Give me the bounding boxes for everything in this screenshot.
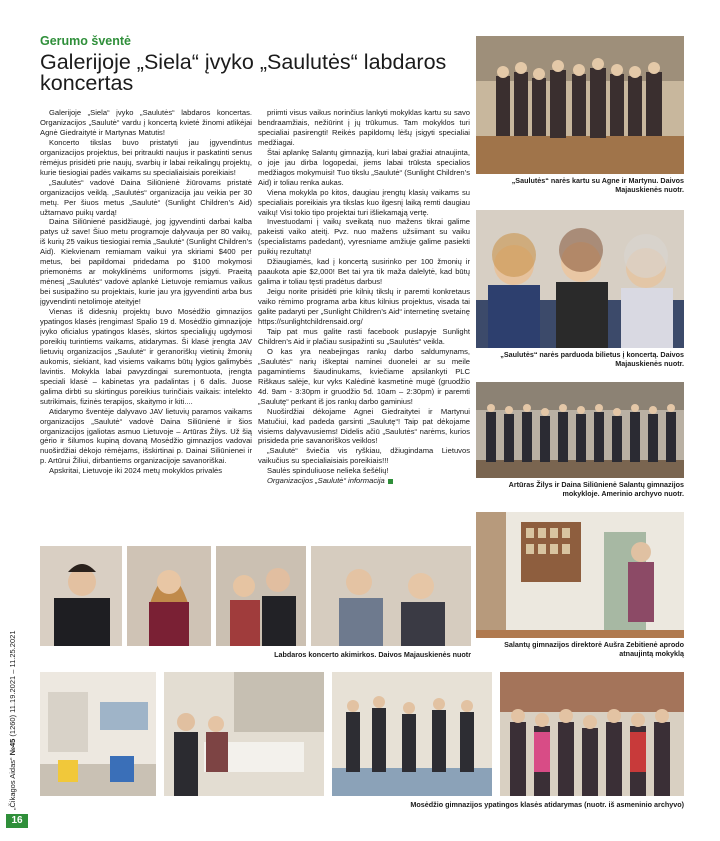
article-column-2 — [258, 108, 470, 486]
caption-tickets-photo: „Saulutės“ narės parduoda bilietus į koncertą. Daivos Majauskienės nuotr. — [500, 350, 684, 368]
caption-director-photo: Salantų gimnazijos direktorė Aušra Zebitienė aprodo atnaujintą mokyklą — [504, 640, 684, 658]
paragraph: Galerijoje „Siela“ įvyko „Saulutės“ labdaros koncertas. Organizacijos „Saulutė“ vardu į koncertą kvietė žinomi atlikėjai Agnė Giedraitytė ir Martynas Matutis! — [40, 108, 252, 137]
paragraph: Investuodami į vaikų sveikatą nuo mažens tikrai galime pakeisti vaiko ateitį. Pvz. nuo mažens užsiimant su vaiku (specialistams padedant), vyresniame amžiuje galime pasiekti puikių rezultatų! — [258, 217, 470, 257]
headline: Galerijoje „Siela“ įvyko „Saulutės“ labdaros koncertas — [40, 50, 447, 95]
paragraph: Džiaugiamės, kad į koncertą susirinko per 100 žmonių ir paaukota apie $2,000! Bet tai yra tik maža dalelytė, kad būtų galima ir toliau tęsti pradėtus darbus! — [258, 257, 470, 287]
paragraph: Saulės spinduliuose nelieka šešėlių! — [267, 466, 389, 476]
issue-number: №45 — [8, 738, 17, 756]
paragraph: Vienas iš didesnių projektų buvo Mosėdžio gimnazijos ypatingos klasės įrengimas! Spalio 19 d. Mosėdžio gimnazijoje įvyko oficialus ypatingos klasės, skirtos specialiųjų ugdymosi poreikių turintiems vaikams, atidarymas. Ši klasė įrengta JAV lietuvių organizacijos „Saulutė“ ir geranoriškų vietinių žmonių aukomis, siekiant, kad visiems vaikams būtų lygios galimybės lavintis. Mokykla labai pavyzdingai suremontuota, įrengta speciali klasė – kabinetas yra padalintas į 6 dalis. Juose galima dirbti su skirtingus poreikius turinčiais vaikais: intelekto sutrikimais, fizinės terapijos, skaitymo ir kiti.... — [40, 307, 252, 406]
paragraph: Jeigu norite prisidėti prie kilnių tikslų ir paremti konkretaus vaiko rėmimo programa arba kitus kilnius projektus, visada tai galite padaryti per „Sunlight Children’s Aid“ internetinę svetainę https://sunlightchildrensaid.org/ — [258, 287, 470, 327]
caption-bottom-strip: Mosėdžio gimnazijos ypatingos klasės atidarymas (nuotr. iš asmeninio archyvo) — [410, 800, 684, 809]
article-column-1 — [40, 108, 252, 476]
paper-name: „Čikagos Aidas“ — [8, 757, 17, 810]
director-photo — [476, 512, 684, 638]
paragraph: Koncerto tikslas buvo pristatyti jau įgyvendintus organizacijos projektus, bei pritraukti naujus ir paskatinti senus rėmėjus prisidėti prie naujų, svarbių ir labai reikalingų projektų, kurie tiesiogiai padės vaikams su specialiaisiais poreikiais! — [40, 137, 252, 177]
classroom-photo-2 — [164, 672, 324, 796]
concert-photo-2 — [127, 546, 211, 646]
concert-photo-4 — [311, 546, 471, 646]
signature: Organizacijos „Saulutė“ informacija — [267, 476, 385, 486]
end-mark-icon — [388, 479, 393, 484]
caption-group-photo: „Saulutės“ narės kartu su Agne ir Martynu. Daivos Majauskienės nuotr. — [511, 176, 684, 194]
paragraph: Atidarymo šventėje dalyvavo JAV lietuvių paramos vaikams organizacijos „Saulutė“ vadovė Daina Siliūnienė ir šios organizacijos įgaliotas asmuo Lietuvoje – Artūras Žilys. Už šią gėrio ir šilumos kupiną dovaną Mosėdžio gimnazijos vadovai nuoširdžiai dėkojo rėmėjams, išskirtinai p. Dainai Siliūnienei ir p. Artūrui Žiliui, dirbantiems organizacijoje savanoriškai. — [40, 406, 252, 466]
tickets-photo — [476, 210, 684, 348]
classroom-photo-4 — [500, 672, 684, 796]
concert-photo-1 — [40, 546, 122, 646]
issue-details: (1260) 11.19.2021 – 11.25.2021 — [8, 630, 17, 737]
paragraph: Daina Siliūnienė pasidžiaugė, jog įgyvendinti darbai kalba patys už save! Šiuo metu programoje dalyvauja per 80 vaikų, iš kurių 25 vaikus tiesiogiai remia „Saulutė“ (Sunlight Children’s Aid). Kiekvienam remiamam vaikui yra skiriami $400 per metus, bei papildomai pridedama po $100 mokymosi priemonėms ar mokyklinėms uniformoms įsigyti. Praeitą mėnesį „Saulutės“ vadovė aplankė Lietuvoje remiamus vaikus bei susipažino su projektais, kurie jau yra įgyvendinti arba bus įgyvendinti netolimoje ateityje! — [40, 217, 252, 307]
caption-salantai-photo: Artūras Žilys ir Daina Siliūnienė Salantų gimnazijos mokykloje. Amerinio archyvo nuotr. — [508, 480, 684, 498]
salantai-photo — [476, 382, 684, 478]
classroom-photo-3 — [332, 672, 492, 796]
paragraph: Taip pat mus galite rasti facebook puslapyje Sunlight Children’s Aid ir plačiau susipažinti su „Saulutės“ veikla. — [258, 326, 470, 346]
paragraph: Štai aplankę Salantų gimnaziją, kuri labai gražiai atnaujinta, o joje jau dirba logopedai, jiems labai trūksta specialios medžiagos mokymuisi! Tuo tikslu „Saulutė“ (Sunlight Children’s Aid) ir toliau renka aukas. — [258, 147, 470, 187]
paragraph: priimti visus vaikus norinčius lankyti mokyklas kartu su savo bendraamžiais, nežiūrint į jų trūkumus. Tam mokyklos turi specialiai pasirengti! Reikės papildomų lėšų įsigyti specialiai medžiagai. — [258, 108, 470, 147]
paragraph: „Saulutės“ vadovė Daina Siliūnienė žiūrovams pristatė organizacijos veiklą. „Saulutės“ organizacija jau veikia per 30 metų. Per šiuos metus „Saulutė“ (Sunlight Children’s Aid) užtarnavo puikų vardą! — [40, 177, 252, 217]
group-photo — [476, 36, 684, 174]
signature-line — [258, 476, 470, 486]
page-number: 16 — [6, 814, 28, 828]
paragraph: O kas yra neabejingas rankų darbo saldumynams, „Saulutės“ narių iškeptai naminei duonelei ar su meile pagamintiems šiaudinukams, kviečiame apsilankyti PLC Riškaus salėje, kur vyks Kalėdinė kasmetinė mugė (gruodžio 4d. 9am - 3:30pm ir gruodžio 5d. 10am – 2:30pm) ir paremti „Saulutę“ perkant iš jos rankų darbo gaminius! — [258, 346, 470, 406]
paragraph: „Saulutė“ šviečia vis ryškiau, džiugindama Lietuvos vaikučius su specialiaisiais poreikiais!!! — [258, 446, 470, 466]
paragraph: Viena mokykla po kitos, daugiau įrengtų klasių vaikams su specialiais poreikiais yra tikslas kuo ilgesnį laiką remti daugiau vaikų! Visi tokio tipo projektai turi išliekamąją vertę. — [258, 187, 470, 217]
classroom-photo-1 — [40, 672, 156, 796]
paragraph: Apskritai, Lietuvoje iki 2024 metų mokyklos privalės — [49, 466, 223, 476]
caption-concert-strip: Labdaros koncerto akimirkos. Daivos Majauskienės nuotr — [274, 650, 471, 659]
section-tag: Gerumo šventė — [40, 34, 132, 48]
paragraph: Nuoširdžiai dėkojame Agnei Giedraitytei ir Martynui Matučiui, kad padeda garsinti „Saulutę“! Taip pat dėkojame visiems dalyvavusiems! Didelis ačiū „Saulutės“ narėms, kurios prisideda prie savanoriškos veiklos! — [258, 406, 470, 446]
concert-photo-3 — [216, 546, 306, 646]
issue-strip-text — [6, 560, 20, 810]
issue-strip — [6, 560, 20, 810]
